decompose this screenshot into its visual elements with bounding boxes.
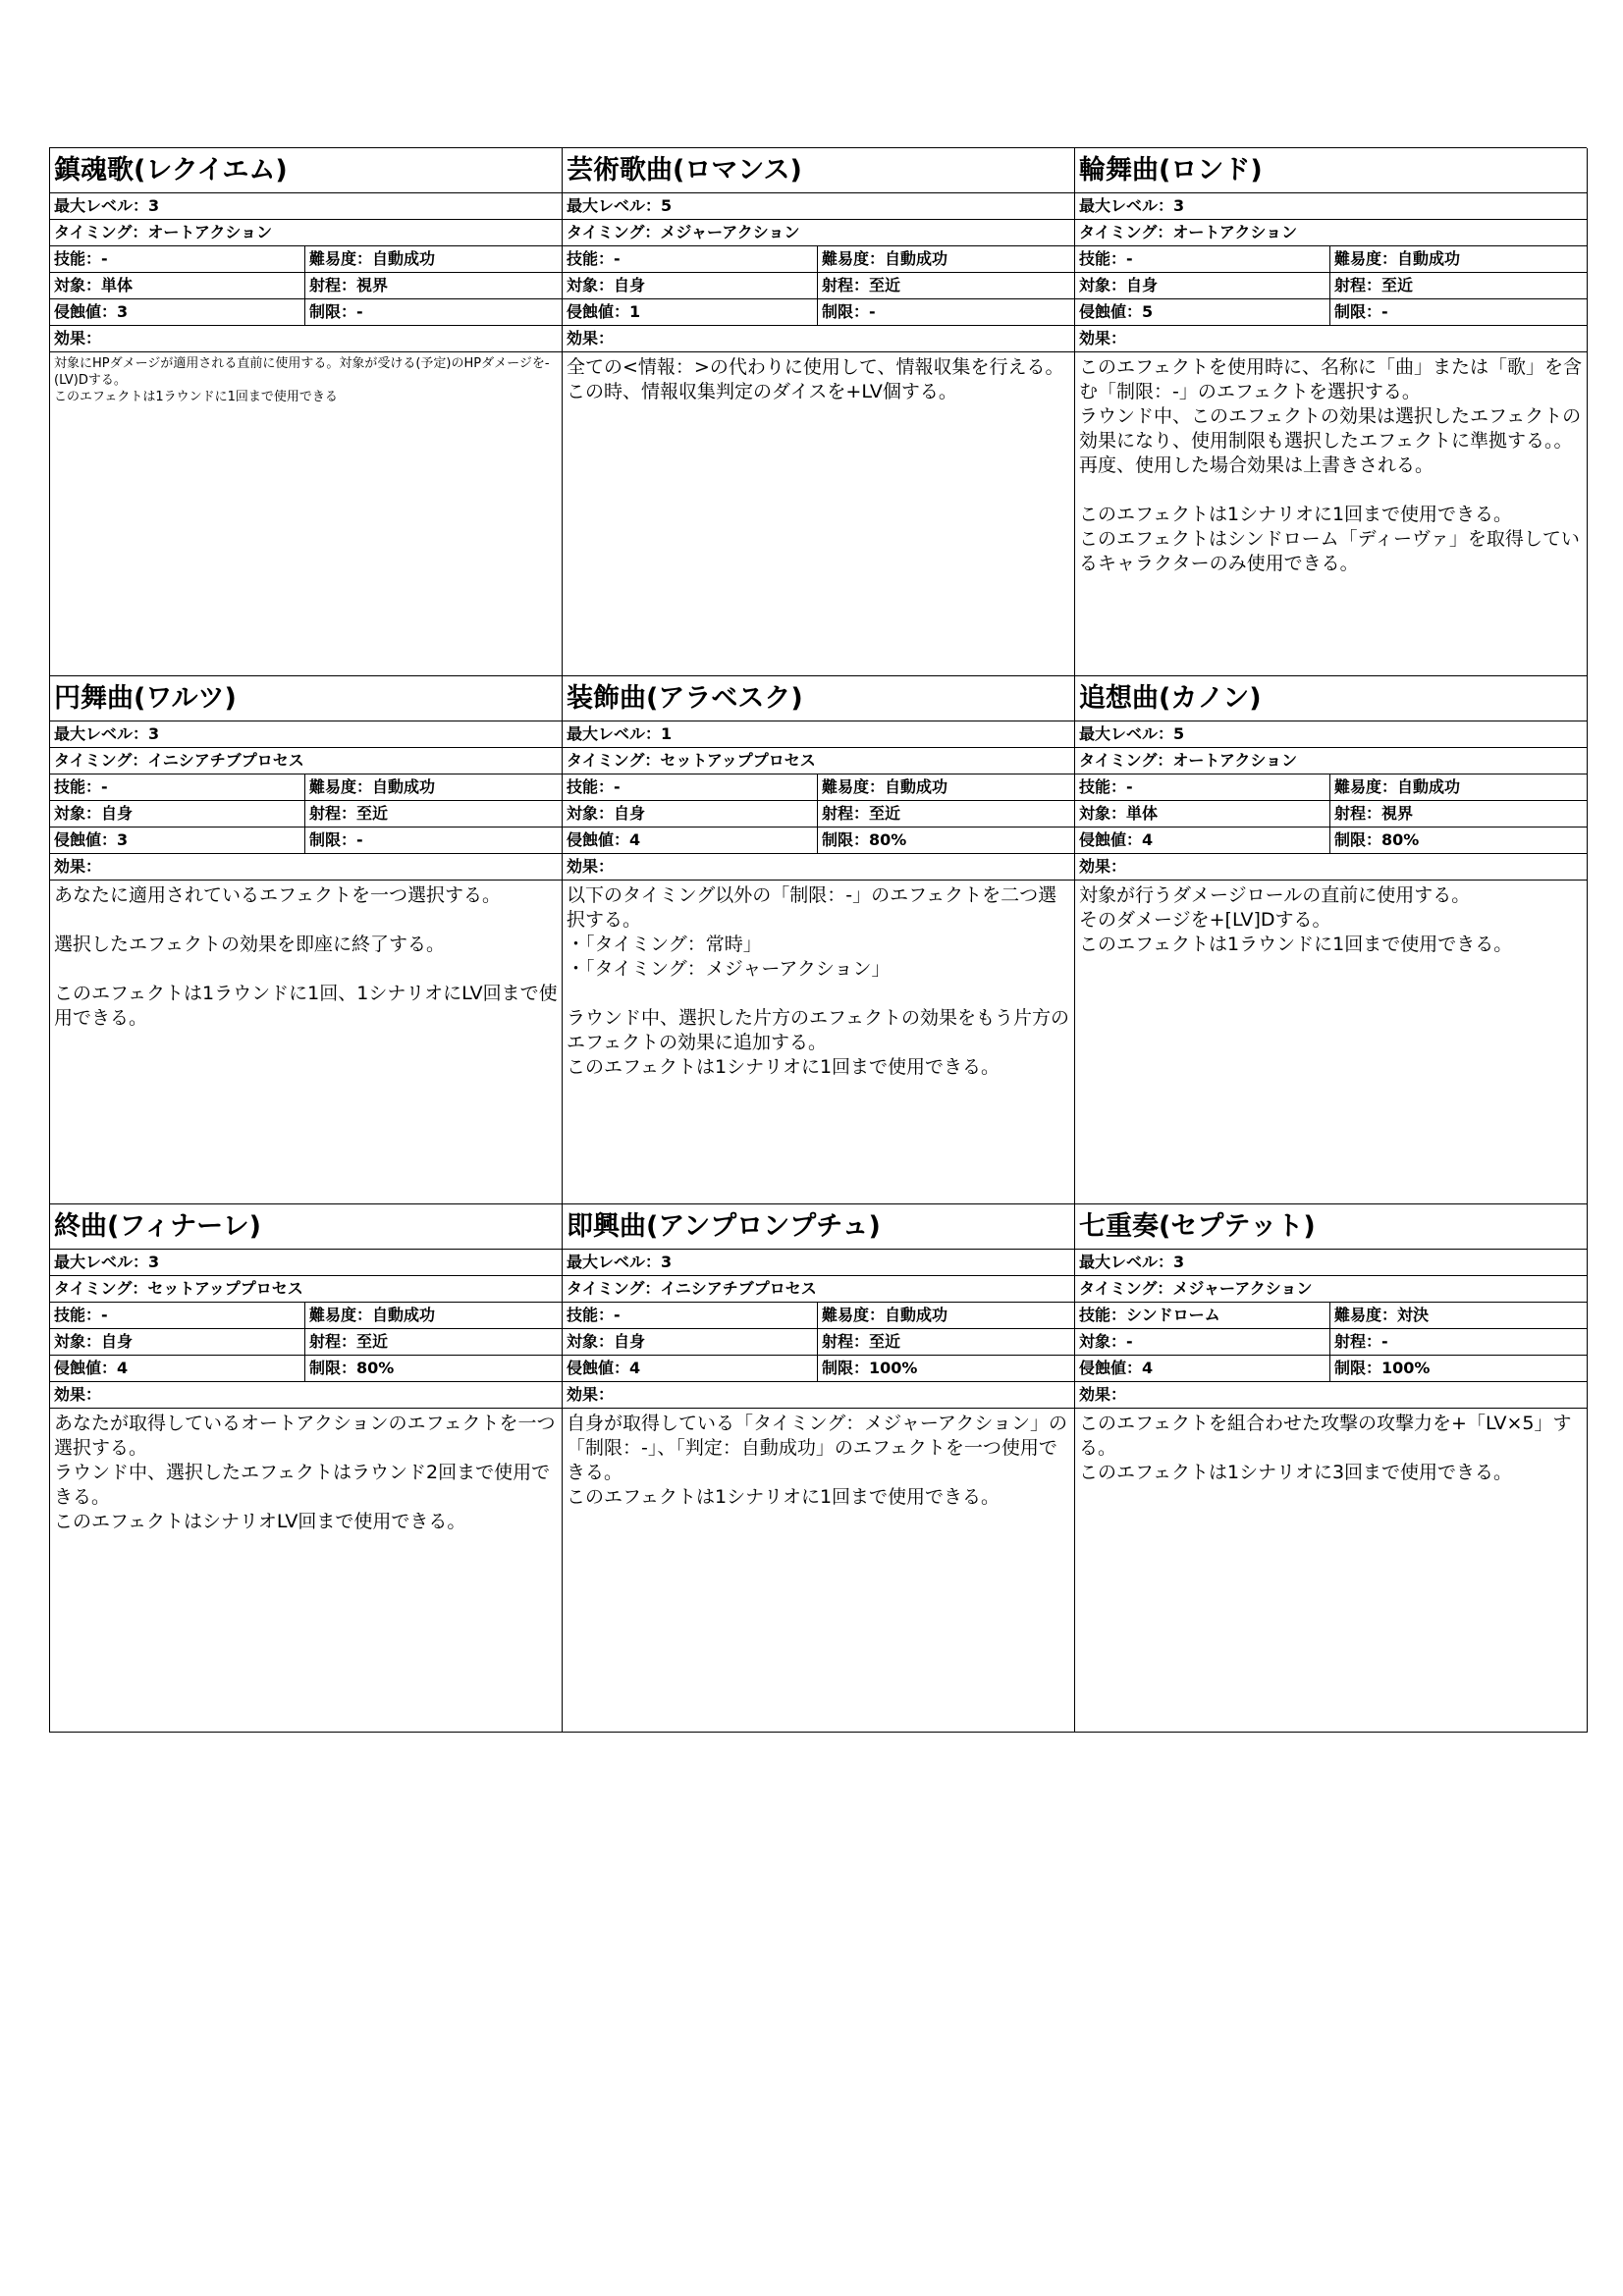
limit: 制限：- <box>309 830 363 849</box>
erosion-value: 侵蝕値：4 <box>563 1356 818 1381</box>
effect-name: 追想曲(カノン) <box>1075 676 1587 721</box>
timing: タイミング：メジャーアクション <box>1075 1276 1587 1303</box>
target-range-row <box>1075 1329 1587 1356</box>
erosion-value: 侵蝕値：1 <box>563 299 818 325</box>
skill-difficulty-row <box>1075 1303 1587 1329</box>
target-range-row <box>50 273 562 299</box>
difficulty: 難易度：自動成功 <box>309 1306 436 1324</box>
limit: 制限：- <box>822 302 876 321</box>
effect-card <box>563 1204 1075 1733</box>
limit: 制限：80% <box>309 1359 395 1377</box>
range: 射程：視界 <box>1334 804 1414 823</box>
effect-text: あなたが取得しているオートアクションのエフェクトを一つ選択する。 ラウンド中、選択したエフェクトはラウンド2回まで使用できる。 このエフェクトはシナリオLV回まで使用できる。 <box>54 1413 556 1532</box>
erosion-limit-row <box>50 828 562 854</box>
difficulty: 難易度：自動成功 <box>822 1306 948 1324</box>
target: 対象：自身 <box>1075 273 1330 298</box>
effect-text: 対象にHPダメージが適用される直前に使用する。対象が受ける(予定)のHPダメージを-(LV)Dする。 このエフェクトは1ラウンドに1回まで使用できる <box>54 356 550 404</box>
target: 対象：自身 <box>50 1329 305 1355</box>
target-range-row <box>1075 273 1587 299</box>
target-range-row <box>50 1329 562 1356</box>
skill: 技能：- <box>563 774 818 800</box>
range: 射程：視界 <box>309 276 389 294</box>
limit: 制限：80% <box>822 830 907 849</box>
effect-name: 輪舞曲(ロンド) <box>1075 148 1587 193</box>
difficulty: 難易度：自動成功 <box>309 777 436 796</box>
skill: 技能：- <box>50 1303 305 1328</box>
target: 対象：自身 <box>563 273 818 298</box>
effect-label: 効果： <box>1075 1382 1587 1409</box>
effect-card <box>563 676 1075 1204</box>
effect-label: 効果： <box>1075 854 1587 881</box>
effect-text: 全ての<情報：>の代わりに使用して、情報収集を行える。この時、情報収集判定のダイスを+LV個する。 <box>567 356 1064 402</box>
skill-difficulty-row <box>1075 774 1587 801</box>
skill: 技能：- <box>50 246 305 272</box>
effect-card <box>50 1204 563 1733</box>
effect-text: 自身が取得している「タイミング：メジャーアクション」の「制限：-」、「判定：自動成功」のエフェクトを一つ使用できる。 このエフェクトは1シナリオに1回まで使用できる。 <box>567 1413 1067 1508</box>
limit: 制限：100% <box>1334 1359 1431 1377</box>
effect-card <box>1075 1204 1588 1733</box>
erosion-value: 侵蝕値：3 <box>50 828 305 853</box>
target: 対象：- <box>1075 1329 1330 1355</box>
target-range-row <box>563 1329 1074 1356</box>
erosion-value: 侵蝕値：3 <box>50 299 305 325</box>
effect-card <box>1075 676 1588 1204</box>
effect-label: 効果： <box>563 854 1074 881</box>
target: 対象：単体 <box>50 273 305 298</box>
skill-difficulty-row <box>1075 246 1587 273</box>
erosion-limit-row <box>50 1356 562 1382</box>
range: 射程：至近 <box>309 1332 389 1351</box>
timing: タイミング：オートアクション <box>1075 220 1587 246</box>
range: 射程：至近 <box>309 804 389 823</box>
effect-card <box>50 148 563 676</box>
range: 射程：- <box>1334 1332 1388 1351</box>
limit: 制限：- <box>309 302 363 321</box>
card-row-2 <box>50 676 1587 1204</box>
timing: タイミング：セットアッププロセス <box>50 1276 562 1303</box>
erosion-value: 侵蝕値：4 <box>1075 828 1330 853</box>
effect-card <box>563 148 1075 676</box>
difficulty: 難易度：自動成功 <box>822 249 948 268</box>
limit: 制限：80% <box>1334 830 1420 849</box>
target-range-row <box>563 273 1074 299</box>
effect-label: 効果： <box>50 854 562 881</box>
skill: 技能：- <box>1075 246 1330 272</box>
timing: タイミング：オートアクション <box>1075 748 1587 774</box>
max-level: 最大レベル：1 <box>563 721 1074 748</box>
effect-name: 七重奏(セプテット) <box>1075 1204 1587 1250</box>
range: 射程：至近 <box>1334 276 1414 294</box>
erosion-value: 侵蝕値：4 <box>563 828 818 853</box>
erosion-limit-row <box>1075 299 1587 326</box>
timing: タイミング：イニシアチブプロセス <box>563 1276 1074 1303</box>
target-range-row <box>50 801 562 828</box>
skill: 技能：- <box>563 246 818 272</box>
range: 射程：至近 <box>822 804 901 823</box>
erosion-limit-row <box>50 299 562 326</box>
erosion-limit-row <box>563 828 1074 854</box>
range: 射程：至近 <box>822 1332 901 1351</box>
max-level: 最大レベル：5 <box>1075 721 1587 748</box>
card-row-3 <box>50 1204 1587 1733</box>
difficulty: 難易度：自動成功 <box>309 249 436 268</box>
skill: 技能：- <box>563 1303 818 1328</box>
target-range-row <box>563 801 1074 828</box>
skill: 技能：シンドローム <box>1075 1303 1330 1328</box>
effect-text: 以下のタイミング以外の「制限：-」のエフェクトを二つ選択する。 ・「タイミング：常時」 ・「タイミング：メジャーアクション」 ラウンド中、選択した片方のエフェクトの効果をもう片方のエフェクトの効果に追加する。 このエフェクトは1シナリオに1回まで使用できる。 <box>567 884 1070 1078</box>
target: 対象：単体 <box>1075 801 1330 827</box>
difficulty: 難易度：自動成功 <box>822 777 948 796</box>
max-level: 最大レベル：5 <box>563 193 1074 220</box>
limit: 制限：- <box>1334 302 1388 321</box>
effect-card <box>1075 148 1588 676</box>
skill: 技能：- <box>50 774 305 800</box>
skill-difficulty-row <box>563 1303 1074 1329</box>
skill-difficulty-row <box>50 246 562 273</box>
max-level: 最大レベル：3 <box>50 721 562 748</box>
timing: タイミング：イニシアチブプロセス <box>50 748 562 774</box>
skill-difficulty-row <box>563 246 1074 273</box>
effect-name: 芸術歌曲(ロマンス) <box>563 148 1074 193</box>
effect-name: 円舞曲(ワルツ) <box>50 676 562 721</box>
target: 対象：自身 <box>563 801 818 827</box>
max-level: 最大レベル：3 <box>563 1250 1074 1276</box>
effect-label: 効果： <box>50 1382 562 1409</box>
effect-name: 終曲(フィナーレ) <box>50 1204 562 1250</box>
target: 対象：自身 <box>50 801 305 827</box>
max-level: 最大レベル：3 <box>50 193 562 220</box>
erosion-limit-row <box>1075 828 1587 854</box>
skill: 技能：- <box>1075 774 1330 800</box>
skill-difficulty-row <box>50 774 562 801</box>
timing: タイミング：メジャーアクション <box>563 220 1074 246</box>
erosion-value: 侵蝕値：5 <box>1075 299 1330 325</box>
effect-label: 効果： <box>1075 326 1587 352</box>
max-level: 最大レベル：3 <box>1075 1250 1587 1276</box>
target-range-row <box>1075 801 1587 828</box>
range: 射程：至近 <box>822 276 901 294</box>
target: 対象：自身 <box>563 1329 818 1355</box>
erosion-limit-row <box>563 299 1074 326</box>
difficulty: 難易度：自動成功 <box>1334 249 1461 268</box>
erosion-value: 侵蝕値：4 <box>1075 1356 1330 1381</box>
limit: 制限：100% <box>822 1359 918 1377</box>
effect-name: 即興曲(アンプロンプチュ) <box>563 1204 1074 1250</box>
erosion-limit-row <box>563 1356 1074 1382</box>
effect-text: あなたに適用されているエフェクトを一つ選択する。 選択したエフェクトの効果を即座に終了する。 このエフェクトは1ラウンドに1回、1シナリオにLV回まで使用できる。 <box>54 884 558 1029</box>
effect-label: 効果： <box>563 1382 1074 1409</box>
effect-label: 効果： <box>50 326 562 352</box>
effect-text: 対象が行うダメージロールの直前に使用する。 そのダメージを+[LV]Dする。 このエフェクトは1ラウンドに1回まで使用できる。 <box>1079 884 1513 955</box>
max-level: 最大レベル：3 <box>1075 193 1587 220</box>
max-level: 最大レベル：3 <box>50 1250 562 1276</box>
skill-difficulty-row <box>50 1303 562 1329</box>
effect-name: 装飾曲(アラベスク) <box>563 676 1074 721</box>
timing: タイミング：オートアクション <box>50 220 562 246</box>
timing: タイミング：セットアッププロセス <box>563 748 1074 774</box>
effect-text: このエフェクトを組合わせた攻撃の攻撃力を+「LV×5」する。 このエフェクトは1シナリオに3回まで使用できる。 <box>1079 1413 1572 1483</box>
card-row-1 <box>50 148 1587 676</box>
effect-name: 鎮魂歌(レクイエム) <box>50 148 562 193</box>
effect-text: このエフェクトを使用時に、名称に「曲」または「歌」を含む「制限：-」のエフェクトを選択する。 ラウンド中、このエフェクトの効果は選択したエフェクトの効果になり、使用制限も選択したエフェクトに準拠する。。 再度、使用した場合効果は上書きされる。 このエフェクトは1シナリオに1回まで使用できる。 このエフェクトはシンドローム「ディーヴァ」を取得しているキャラクターのみ使用できる。 <box>1079 356 1583 574</box>
erosion-limit-row <box>1075 1356 1587 1382</box>
difficulty: 難易度：対決 <box>1334 1306 1430 1324</box>
difficulty: 難易度：自動成功 <box>1334 777 1461 796</box>
effect-label: 効果： <box>563 326 1074 352</box>
erosion-value: 侵蝕値：4 <box>50 1356 305 1381</box>
effect-sheet <box>49 147 1587 1733</box>
skill-difficulty-row <box>563 774 1074 801</box>
effect-card <box>50 676 563 1204</box>
